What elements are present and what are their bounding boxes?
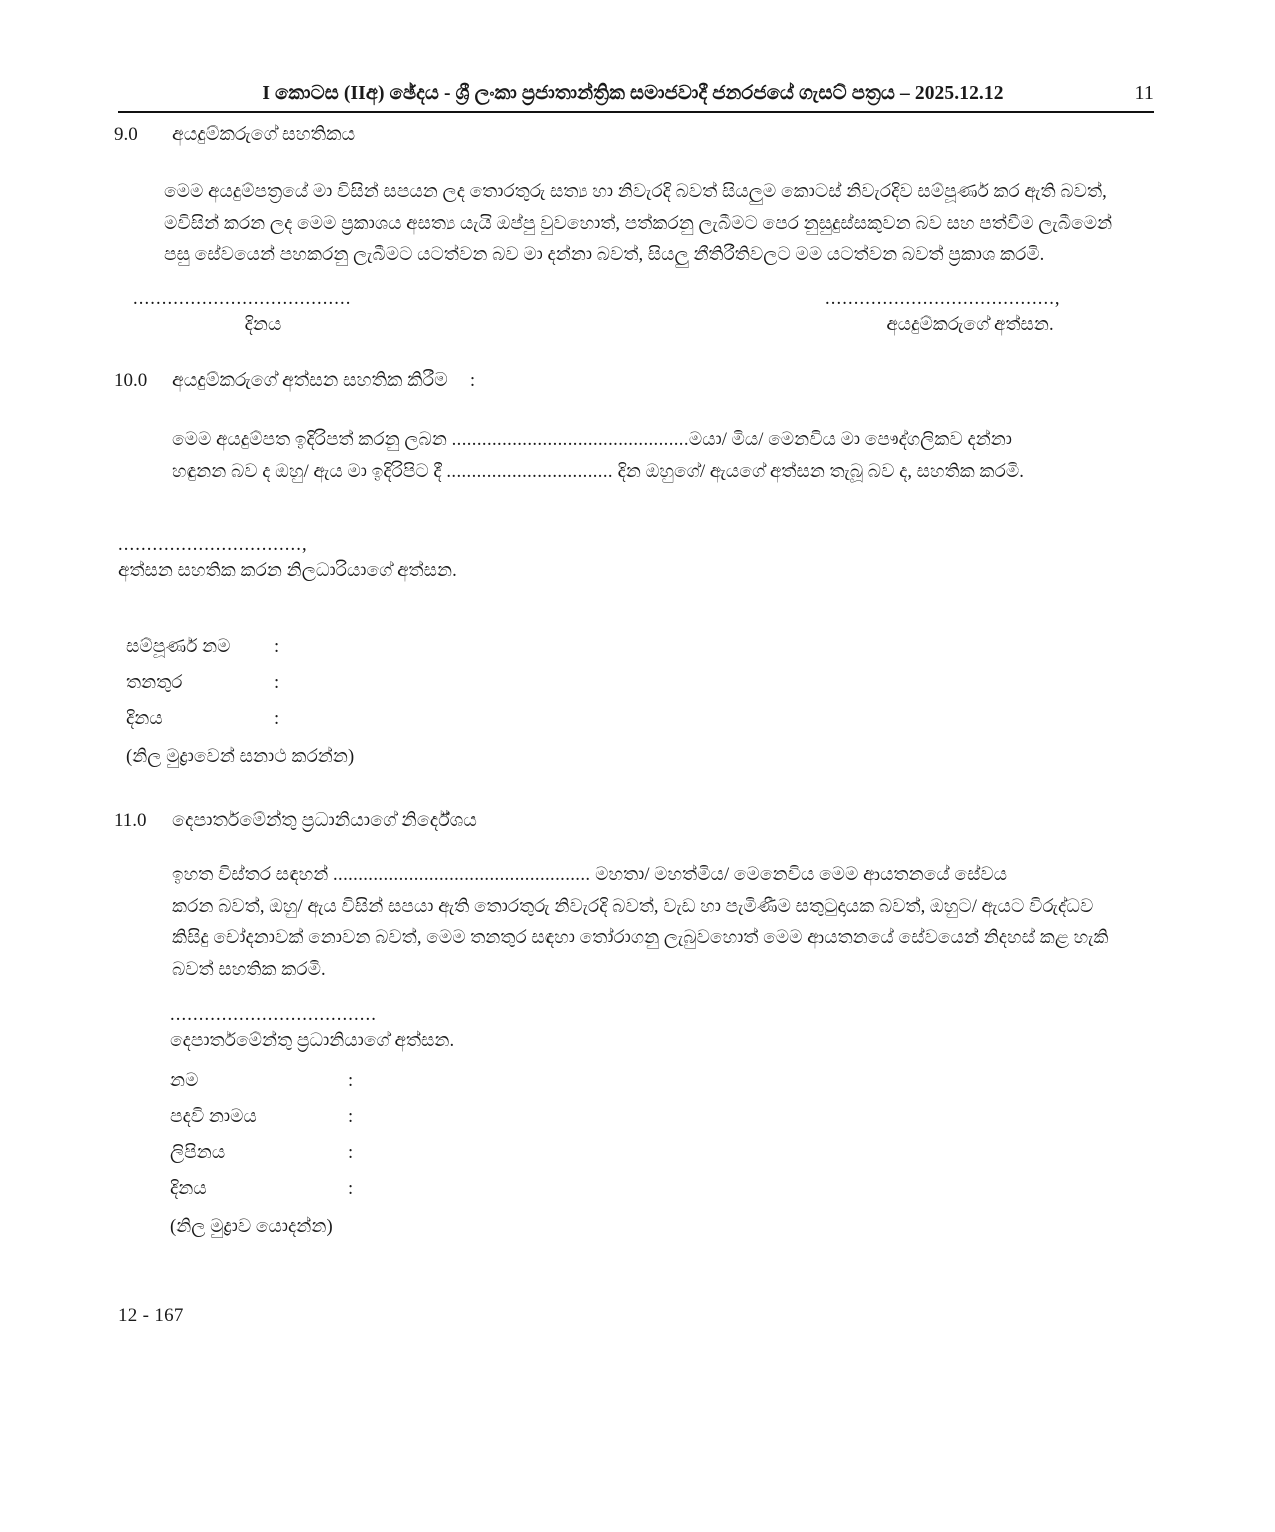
section-10-heading — [114, 370, 475, 392]
certifying-officer-fields — [126, 636, 566, 768]
section-9-title: අයදුම්කරුගේ සහතිකය — [172, 124, 356, 145]
field-row-designation — [126, 672, 566, 708]
section-10-paragraph-line-1 — [172, 424, 1152, 456]
s10-l1-blank[interactable]: ............................................... — [451, 429, 689, 450]
field-row-head-name — [170, 1070, 610, 1106]
gazette-header-title: I කොටස (IIඅ) ඡේදය - ශ්‍රී ලංකා ප්‍රජාතාන්ත්‍රික සමාජවාදී ජනරජයේ ගැසට් පත්‍රය – 2025.12.12 — [262, 83, 1004, 104]
certifying-officer-signature-label: අත්සන සහතික කරන නිලධාරියාගේ අත්සන. — [118, 560, 457, 581]
field-colon-head-date: : — [348, 1178, 354, 1199]
section-10-colon: : — [469, 370, 476, 391]
s11-l1-blank[interactable]: ................................................... — [332, 864, 591, 885]
field-label-head-address: ලිපිනය — [170, 1142, 226, 1163]
section-9-paragraph — [164, 176, 1150, 271]
field-colon-head-name: : — [348, 1070, 354, 1091]
field-label-designation: තනතුර — [126, 672, 183, 693]
official-seal-note-10: (නිල මුද්‍රාවෙන් සනාථ කරන්න) — [126, 746, 355, 767]
section-10-paragraph — [172, 424, 1152, 487]
section-11-paragraph-line-1 — [172, 859, 1152, 891]
s10-l2-pre: හඳුනන බව ද ඔහු/ ඇය මා ඉදිරිපිට දී — [172, 460, 447, 482]
section-11-title: දෙපාර්තමේන්තු ප්‍රධානියාගේ නිර්දේශය — [172, 810, 477, 831]
field-row-date — [126, 708, 566, 744]
s10-l2-blank[interactable]: ................................. — [446, 460, 613, 482]
field-colon-head-title: : — [348, 1106, 354, 1127]
applicant-date-signature-block — [133, 288, 393, 336]
section-10-number: 10.0 — [114, 370, 148, 391]
applicant-signature-dotted-line[interactable]: ........................................, — [825, 288, 1061, 309]
s10-l2-post: දින ඔහුගේ/ ඇයගේ අත්සන තැබූ බව ද, සහතික කරමි. — [612, 460, 1024, 482]
section-9-number: 9.0 — [114, 124, 138, 145]
field-colon-full-name: : — [274, 636, 280, 657]
department-head-fields — [170, 1070, 610, 1238]
field-row-head-address — [170, 1142, 610, 1178]
section-11-paragraph — [172, 859, 1152, 985]
s10-l1-pre: මෙම අයදුම්පත ඉදිරිපත් කරනු ලබන — [172, 429, 452, 450]
section-11-paragraph-line-2: කරන බවත්, ඔහු/ ඇය විසින් සපයා ඇති තොරතුරු නිවැරදි බවත්, වැඩ හා පැමිණීම සතුටුදායක බවත්, ඔහුට/ ඇයට විරුද්ධව — [172, 895, 1094, 917]
section-10-title: අයදුම්කරුගේ අත්සන සහතික කිරීම — [172, 370, 448, 391]
s11-l1-post: මහතා/ මහත්මිය/ මෙනෙවිය මෙම ආයතනයේ සේවය — [590, 864, 1008, 885]
applicant-signature-block — [825, 288, 1115, 336]
field-colon-date: : — [274, 708, 280, 729]
header-divider — [118, 111, 1154, 113]
applicant-date-label: දිනය — [244, 314, 282, 335]
applicant-signature-label: අයදුම්කරුගේ අත්සන. — [886, 314, 1054, 335]
field-label-head-name: නම — [170, 1070, 199, 1091]
section-9-paragraph-line-1: මෙම අයදුම්පත්‍රයේ මා විසින් සපයන ලද තොරතුරු සත්‍ය හා නිවැරදි බවත් සියලුම කොටස් නිවැරදිව සම්පූර්ණ කර ඇති බවත්, — [164, 181, 1107, 202]
field-label-full-name: සම්පූර්ණ නම — [126, 636, 231, 657]
official-seal-note-11: (නිල මුද්‍රාව යොදන්න) — [170, 1216, 333, 1237]
section-11-heading — [114, 810, 477, 832]
section-9-heading — [114, 124, 355, 146]
applicant-date-dotted-line[interactable]: ...................................... — [133, 288, 352, 309]
section-9-paragraph-line-2: මවිසින් කරන ලද මෙම ප්‍රකාශය අසත්‍ය යැයි ඔප්පු වුවහොත්, පත්කරනු ලැබීමට පෙර නුසුදුස්සකුවන බව සහ පත්වීම ලැබීමෙන් — [164, 212, 1113, 234]
section-11-number: 11.0 — [114, 810, 147, 831]
section-11-paragraph-line-3: කිසිදු චෝදනාවක් නොවන බවත්, මෙම තනතුර සඳහා තෝරාගනු ලැබුවහොත් මෙම ආයතනයේ සේවයෙන් නිදහස් කළ හැකි — [172, 927, 1109, 948]
field-colon-designation: : — [274, 672, 280, 693]
certifying-officer-signature-block — [118, 534, 538, 582]
s10-l1-post: මයා/ මිය/ මෙනවිය මා පෞද්ගලිකව දන්නා — [688, 429, 1013, 450]
certifying-officer-dotted-line[interactable]: ................................, — [118, 534, 308, 555]
footer-page-code: 12 - 167 — [118, 1305, 184, 1326]
field-colon-head-address: : — [348, 1142, 354, 1163]
section-11-paragraph-line-4: බවත් සහතික කරමි. — [172, 958, 326, 980]
department-head-signature-block — [170, 1004, 590, 1052]
page-header — [118, 82, 1154, 113]
header-line — [118, 82, 1154, 105]
department-head-signature-label: දෙපාර්තමේන්තු ප්‍රධානියාගේ අත්සන. — [170, 1030, 455, 1051]
s11-l1-pre: ඉහත විස්තර සඳහන් — [172, 864, 333, 885]
field-label-date: දිනය — [126, 708, 163, 729]
department-head-dotted-line[interactable]: .................................... — [170, 1004, 377, 1025]
section-9-paragraph-line-3: පසු සේවයෙන් පහකරනු ලැබීමට යටත්වන බව මා දන්නා බවත්, සියලු නීතිරීතිවලට මම යටත්වන බවත් ප්‍රකාශ කරමි. — [164, 244, 1045, 265]
section-10-paragraph-line-2 — [172, 456, 1152, 488]
page-number: 11 — [1134, 82, 1154, 104]
field-row-full-name — [126, 636, 566, 672]
field-label-head-date: දිනය — [170, 1178, 207, 1199]
field-row-head-title — [170, 1106, 610, 1142]
field-row-head-date — [170, 1178, 610, 1214]
field-label-head-title: පදවි නාමය — [170, 1106, 257, 1127]
